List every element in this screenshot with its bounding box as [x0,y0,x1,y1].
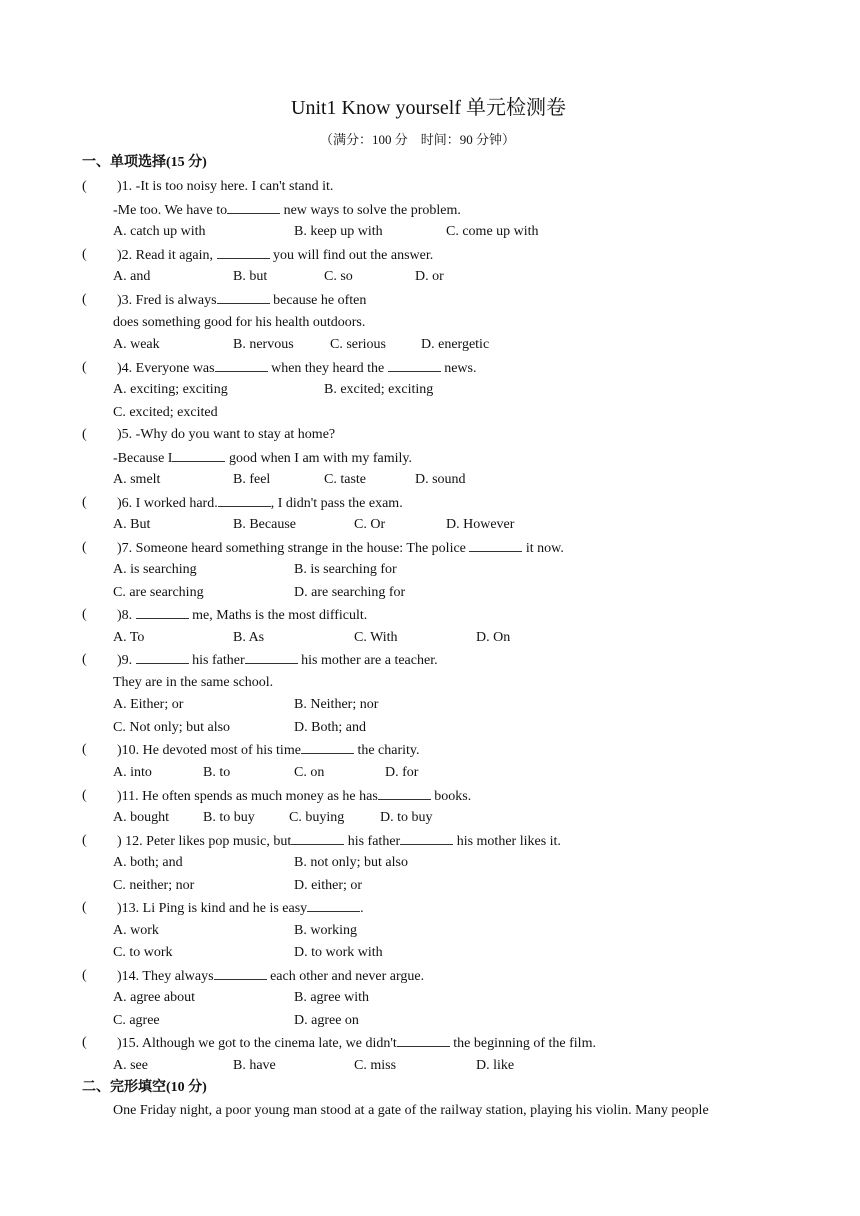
option-d: D. Both; and [294,720,366,735]
option-b: B. As [233,630,265,645]
option-a: A. smelt [113,472,161,487]
answer-paren: ( [82,1035,87,1050]
option-a: A. catch up with [113,224,206,239]
question-4 [117,359,477,378]
question-text: because he often [273,293,367,308]
answer-paren: ( [82,292,87,307]
question-7 [117,539,564,558]
question-text: it now. [525,541,564,556]
option-c: C. on [294,765,325,780]
answer-paren: ( [82,360,87,375]
answer-paren: ( [82,900,87,915]
answer-blank [307,899,360,912]
option-c: C. excited; excited [113,405,218,420]
question-number: )10. [117,743,140,758]
option-a: A. But [113,517,151,532]
answer-blank [291,832,344,845]
question-text: They always [142,969,214,984]
question-text: -Me too. We have to [113,203,228,218]
option-b: B. Neither; nor [294,697,379,712]
answer-paren: ( [82,247,87,262]
question-number: )15. [117,1036,140,1051]
question-number: )6. [117,496,133,511]
question-11 [117,787,471,806]
option-a: A. agree about [113,990,196,1005]
answer-paren: ( [82,495,87,510]
question-text: books. [434,789,472,804]
question-number: )8. [117,608,133,623]
question-text: new ways to solve the problem. [283,203,461,218]
question-number: )11. [117,789,139,804]
question-text: the beginning of the film. [453,1036,596,1051]
option-d: D. sound [415,472,466,487]
answer-blank [136,606,189,619]
option-a: A. bought [113,810,169,825]
option-a: A. Either; or [113,697,184,712]
option-a: A. see [113,1058,148,1073]
option-b: B. have [233,1058,276,1073]
question-text: news. [444,361,477,376]
answer-blank [469,539,522,552]
question-number: )7. [117,541,133,556]
question-text: Li Ping is kind and he is easy [142,901,308,916]
answer-blank [301,741,354,754]
answer-blank [172,449,225,462]
option-c: C. miss [354,1058,397,1073]
option-b: B. to buy [203,810,255,825]
option-c: C. neither; nor [113,878,195,893]
question-number: )13. [117,901,140,916]
answer-paren: ( [82,607,87,622]
answer-paren: ( [82,427,87,442]
question-1-line-2 [113,201,461,220]
answer-blank [378,787,431,800]
question-text: Although we got to the cinema late, we didn't [141,1036,397,1051]
answer-paren: ( [82,652,87,667]
question-8 [117,606,367,625]
question-5 [117,426,335,444]
question-text: the charity. [357,743,420,758]
option-b: B. agree with [294,990,370,1005]
option-d: D. or [415,269,444,284]
answer-blank [397,1034,450,1047]
option-b: B. keep up with [294,224,383,239]
page-subtitle: （满分：100 分 时间：90 分钟） [320,132,516,147]
option-c: C. buying [289,810,345,825]
question-text: -Why do you want to stay at home? [135,427,336,442]
question-text: each other and never argue. [270,969,425,984]
option-a: A. both; and [113,855,183,870]
question-3 [117,291,366,310]
question-text: you will find out the answer. [273,248,434,263]
answer-paren: ( [82,540,87,555]
question-14 [117,967,424,986]
option-a: A. exciting; exciting [113,382,228,397]
question-9 [117,651,438,670]
option-c: C. serious [330,337,386,352]
question-13 [117,899,364,918]
answer-blank [227,201,280,214]
option-b: B. is searching for [294,562,397,577]
section-heading-multiple-choice: 一、单项选择(15 分) [82,155,207,170]
question-15 [117,1034,596,1053]
question-text: He often spends as much money as he has [142,789,378,804]
question-text: good when I am with my family. [228,451,412,466]
option-d: D. agree on [294,1013,359,1028]
question-text: Someone heard something strange in the house: The police [135,541,466,556]
question-12 [117,832,561,851]
section-heading-cloze: 二、完形填空(10 分) [82,1080,207,1095]
question-number: )4. [117,361,133,376]
question-number: )2. [117,248,133,263]
question-9-line-2: They are in the same school. [113,675,274,690]
option-d: D. to work with [294,945,383,960]
question-text: -Because I [113,451,173,466]
question-text: Everyone was [135,361,215,376]
answer-blank [400,832,453,845]
option-d: D. are searching for [294,585,406,600]
question-number: )3. [117,293,133,308]
option-b: B. but [233,269,268,284]
option-b: B. feel [233,472,271,487]
answer-blank [388,359,441,372]
question-6 [117,494,403,513]
question-text: Fred is always [135,293,217,308]
question-text: Peter likes pop music, but [146,834,292,849]
question-text: -It is too noisy here. I can't stand it. [135,179,334,194]
answer-blank [218,494,271,507]
option-d: D. On [476,630,511,645]
option-c: C. Or [354,517,386,532]
option-a: A. work [113,923,159,938]
answer-blank [245,651,298,664]
option-b: B. working [294,923,357,938]
answer-blank [136,651,189,664]
question-number: )1. [117,179,133,194]
question-text: . [360,901,364,916]
question-text: his mother likes it. [456,834,561,849]
question-number: )14. [117,969,140,984]
question-text: I worked hard. [135,496,218,511]
option-b: B. to [203,765,231,780]
question-text: me, Maths is the most difficult. [192,608,368,623]
option-c: C. agree [113,1013,160,1028]
option-c: C. With [354,630,398,645]
option-a: A. weak [113,337,160,352]
answer-paren: ( [82,742,87,757]
answer-blank [215,359,268,372]
question-text: his father [347,834,401,849]
option-b: B. nervous [233,337,294,352]
option-d: D. However [446,517,515,532]
option-c: C. Not only; but also [113,720,231,735]
answer-paren: ( [82,833,87,848]
option-d: D. energetic [421,337,490,352]
question-3-line-2: does something good for his health outdoors. [113,315,366,330]
answer-blank [214,967,267,980]
option-b: B. not only; but also [294,855,408,870]
question-text: Read it again, [135,248,214,263]
answer-paren: ( [82,179,87,194]
question-text: his father [192,653,245,668]
answer-paren: ( [82,788,87,803]
question-number: )5. [117,427,133,442]
passage-line: One Friday night, a poor young man stood at a gate of the railway station, playing his violin. Many people [113,1103,709,1118]
option-c: C. to work [113,945,173,960]
question-number: )9. [117,653,133,668]
option-d: D. either; or [294,878,363,893]
option-b: B. excited; exciting [324,382,434,397]
question-1 [117,178,333,196]
option-c: C. so [324,269,353,284]
question-5-line-2 [113,449,412,468]
option-c: C. are searching [113,585,204,600]
answer-blank [217,291,270,304]
option-c: C. taste [324,472,366,487]
option-a: A. and [113,269,151,284]
answer-blank [217,246,270,259]
option-d: D. to buy [380,810,433,825]
page-title: Unit1 Know yourself 单元检测卷 [291,97,566,119]
option-a: A. into [113,765,152,780]
question-text: when they heard the [271,361,385,376]
option-d: D. like [476,1058,515,1073]
option-d: D. for [385,765,419,780]
question-2 [117,246,433,265]
option-c: C. come up with [446,224,539,239]
question-10 [117,741,420,760]
answer-paren: ( [82,968,87,983]
question-text: his mother are a teacher. [301,653,438,668]
option-b: B. Because [233,517,296,532]
question-text: He devoted most of his time [142,743,301,758]
option-a: A. To [113,630,145,645]
question-number: ) 12. [117,834,143,849]
option-a: A. is searching [113,562,197,577]
question-text: , I didn't pass the exam. [270,496,403,511]
